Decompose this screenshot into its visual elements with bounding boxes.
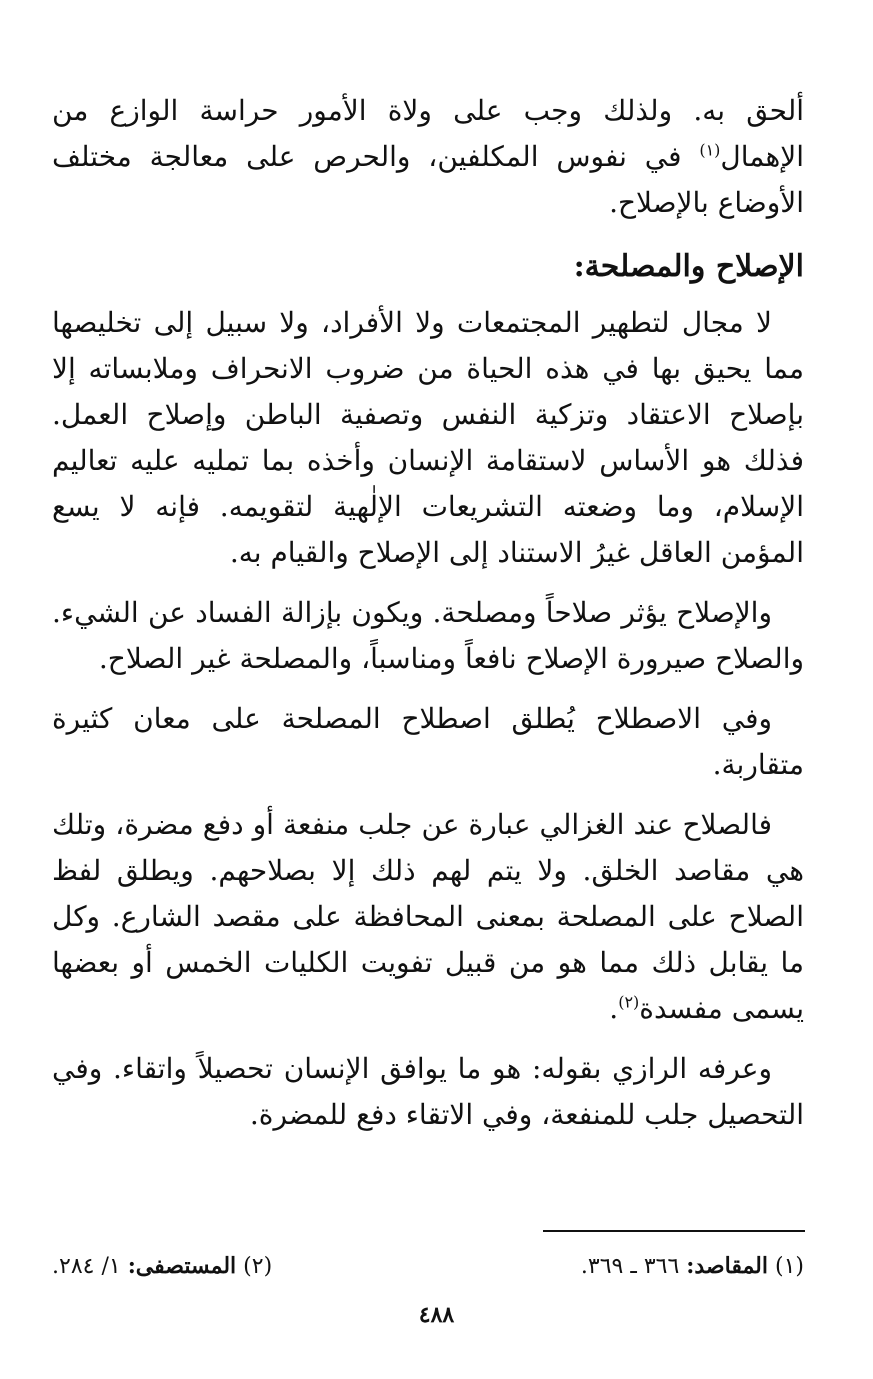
- footnote-2-marker: (٢): [243, 1254, 273, 1279]
- footnotes: [52, 1250, 804, 1283]
- footnote-ref-2[interactable]: (٢): [618, 992, 640, 1012]
- paragraph-3: وفي الاصطلاح يُطلق اصطلاح المصلحة على معان كثيرة متقاربة.: [52, 702, 804, 781]
- footnote-1: [581, 1250, 804, 1283]
- footnote-ref-1[interactable]: (١): [699, 140, 721, 160]
- intro-text: ألحق به. ولذلك وجب على ولاة الأمور حراسة الوازع من الإهمال: [52, 94, 804, 173]
- footnote-2-label: المستصفى:: [127, 1253, 237, 1279]
- page-number: ٤٨٨: [418, 1302, 455, 1328]
- footnote-1-text: ٣٦٦ ـ ٣٦٩.: [580, 1254, 687, 1279]
- paragraph-1: لا مجال لتطهير المجتمعات ولا الأفراد، ولا سبيل إلى تخليصها مما يحيق بها في هذه الحياة من ضروب الانحراف وملابساته إلا بإصلاح الاعتقاد وتزكية النفس وتصفية الباطن وإصلاح العمل. فذلك هو الأساس لاستقامة الإنسان وأخذه بما تمليه عليه تعاليم الإسلام، وما وضعته التشريعات الإلٰهية لتقويمه. فإنه لا يسع المؤمن العاقل غيرُ الاستناد إلى الإصلاح والقيام به.: [52, 306, 804, 569]
- paragraph-4-text: فالصلاح عند الغزالي عبارة عن جلب منفعة أو دفع مضرة، وتلك هي مقاصد الخلق. ولا يتم لهم ذلك إلا بصلاحهم. ويطلق لفظ الصلاح على المصلحة بمعنى المحافظة على مقصد الشارع. وكل ما يقابل ذلك مما هو من قبيل تفويت الكليات الخمس أو بعضها يسمى مفسدة: [52, 808, 804, 1025]
- footnote-1-marker: (١): [774, 1254, 804, 1279]
- footnote-divider: [543, 1230, 805, 1232]
- footnote-2: [52, 1250, 272, 1283]
- paragraph-4-end: .: [609, 992, 619, 1025]
- paragraph-4: [52, 802, 804, 1032]
- intro-text-cont: في نفوس المكلفين، والحرص على معالجة مختلف الأوضاع بالإصلاح.: [52, 140, 804, 219]
- page-body: [52, 88, 804, 1138]
- footnote-2-text: ١/ ٢٨٤.: [52, 1254, 128, 1279]
- paragraph-2: والإصلاح يؤثر صلاحاً ومصلحة. ويكون بإزالة الفساد عن الشيء. والصلاح صيرورة الإصلاح نافعاً ومناسباً، والمصلحة غير الصلاح.: [52, 596, 804, 675]
- intro-paragraph: [52, 88, 804, 226]
- paragraph-5: وعرفه الرازي بقوله: هو ما يوافق الإنسان تحصيلاً واتقاء. وفي التحصيل جلب للمنفعة، وفي الاتقاء دفع للمضرة.: [52, 1052, 804, 1131]
- section-heading: الإصلاح والمصلحة:: [573, 249, 804, 284]
- footnote-1-label: المقاصد:: [686, 1253, 768, 1279]
